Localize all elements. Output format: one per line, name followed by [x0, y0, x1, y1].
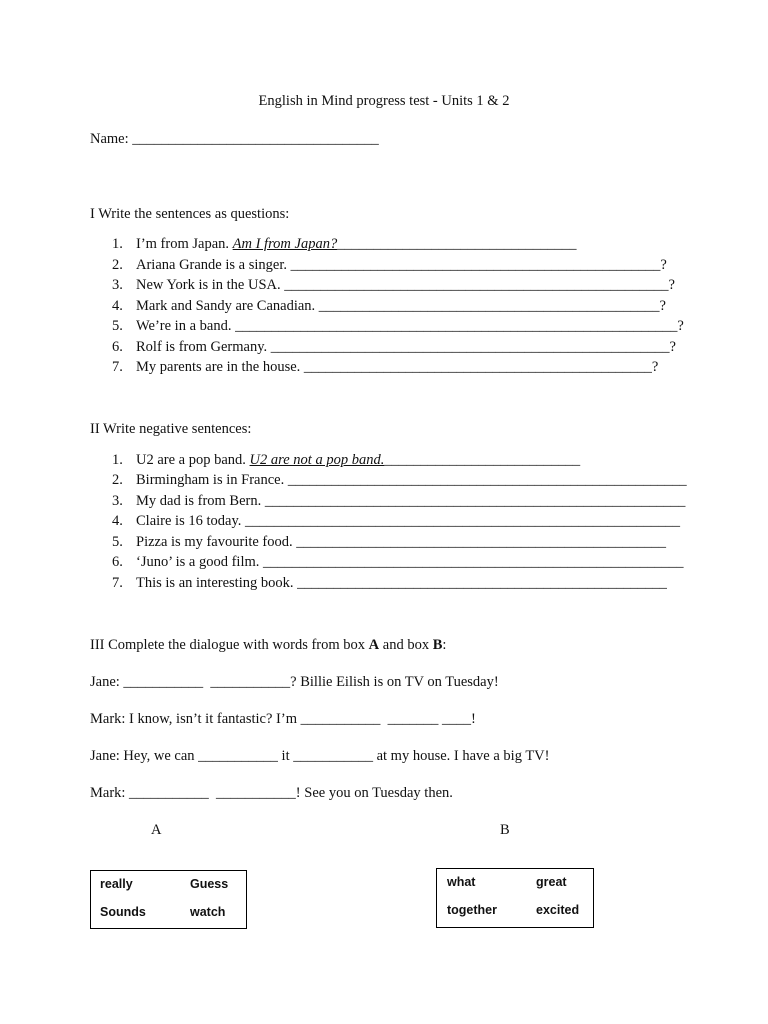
item-number: 5. [112, 534, 123, 550]
item-number: 2. [112, 257, 123, 273]
word-box-a-item: watch [190, 905, 226, 919]
word-box-a [90, 870, 247, 929]
item-number: 3. [112, 493, 123, 509]
item-text: This is an interesting book. ___________________________________________________ [136, 575, 667, 591]
dialogue-line-mark-1: Mark: I know, isn’t it fantastic? I’m ___________ _______ ____! [90, 711, 476, 727]
item-text: U2 are a pop band. U2 are not a pop band.___________________________ [136, 452, 581, 468]
word-box-b-item: great [536, 875, 567, 889]
item-text: I’m from Japan. Am I from Japan?_________________________________ [136, 236, 577, 252]
item-text: Claire is 16 today. ____________________________________________________________ [136, 513, 680, 529]
item-text: Mark and Sandy are Canadian. _______________________________________________? [136, 298, 666, 314]
item-number: 1. [112, 236, 123, 252]
section-3-heading: III Complete the dialogue with words from box A and box B: [90, 637, 447, 653]
item-text: ‘Juno’ is a good film. __________________________________________________________ [136, 554, 684, 570]
item-number: 1. [112, 452, 123, 468]
item-text: Ariana Grande is a singer. ___________________________________________________? [136, 257, 667, 273]
dialogue-line-jane-1: Jane: ___________ ___________? Billie Eilish is on TV on Tuesday! [90, 674, 499, 690]
dialogue-line-mark-2: Mark: ___________ ___________! See you on Tuesday then. [90, 785, 453, 801]
word-box-b-item: together [447, 903, 497, 917]
item-text: My dad is from Bern. __________________________________________________________ [136, 493, 686, 509]
item-number: 7. [112, 575, 123, 591]
item-text: My parents are in the house. ________________________________________________? [136, 359, 659, 375]
name-field-line: Name: __________________________________ [90, 131, 379, 147]
item-text: Rolf is from Germany. _______________________________________________________? [136, 339, 676, 355]
word-box-a-item: Sounds [100, 905, 146, 919]
item-number: 4. [112, 513, 123, 529]
item-text: Birmingham is in France. _______________________________________________________ [136, 472, 687, 488]
item-number: 7. [112, 359, 123, 375]
item-number: 6. [112, 554, 123, 570]
word-box-b-item: what [447, 875, 476, 889]
page-title: English in Mind progress test - Units 1 & 2 [258, 93, 510, 109]
item-text: Pizza is my favourite food. ___________________________________________________ [136, 534, 667, 550]
example-answer: U2 are not a pop band. [249, 452, 385, 468]
word-box-a-item: really [100, 877, 133, 891]
item-number: 2. [112, 472, 123, 488]
item-number: 6. [112, 339, 123, 355]
item-number: 5. [112, 318, 123, 334]
example-answer: Am I from Japan? [232, 236, 338, 252]
item-text: New York is in the USA. _____________________________________________________? [136, 277, 675, 293]
section-1-heading: I Write the sentences as questions: [90, 206, 290, 222]
word-box-a-item: Guess [190, 877, 229, 891]
item-number: 4. [112, 298, 123, 314]
box-a-label: A [151, 822, 162, 838]
word-box-b [436, 868, 594, 928]
box-b-label: B [500, 822, 510, 838]
item-text: We’re in a band. _____________________________________________________________? [136, 318, 684, 334]
word-box-b-item: excited [536, 903, 580, 917]
section-2-heading: II Write negative sentences: [90, 421, 252, 437]
dialogue-line-jane-2: Jane: Hey, we can ___________ it ___________ at my house. I have a big TV! [90, 748, 550, 764]
item-number: 3. [112, 277, 123, 293]
